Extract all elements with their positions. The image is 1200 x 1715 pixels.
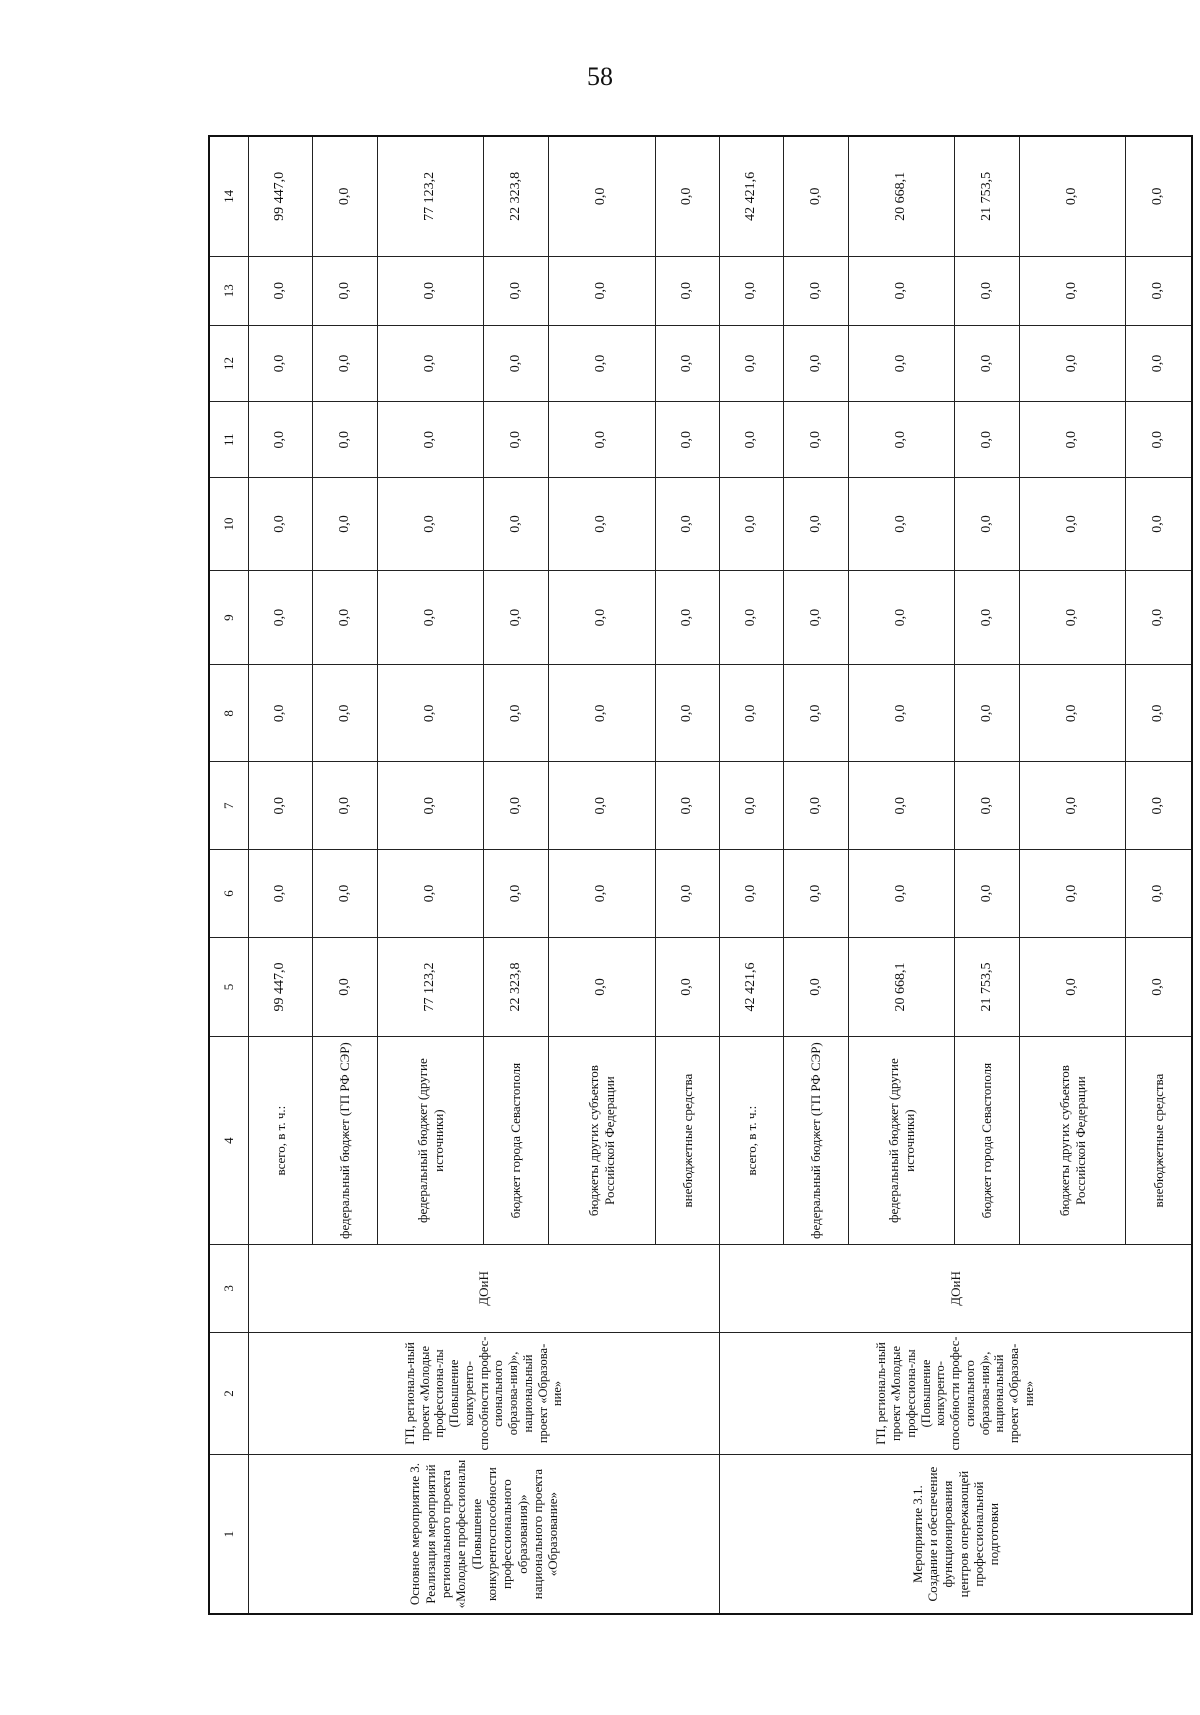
funding-source-cell: федеральный бюджет (ГП РФ СЭР) — [313, 1037, 377, 1245]
value-cell-col-13: 0,0 — [1019, 256, 1126, 325]
value-cell-col-14: 0,0 — [784, 136, 848, 256]
value-cell-col-9: 0,0 — [548, 570, 655, 665]
value-cell-col-8: 0,0 — [1019, 665, 1126, 762]
value-cell-col-7: 0,0 — [377, 762, 484, 850]
value-cell-col-9: 0,0 — [1126, 570, 1192, 665]
value-cell-col-12: 0,0 — [313, 325, 377, 401]
value-cell-col-13: 0,0 — [848, 256, 955, 325]
value-cell-col-14: 77 123,2 — [377, 136, 484, 256]
value-cell-col-5: 21 753,5 — [955, 937, 1019, 1036]
executor-cell: ДОиН — [720, 1245, 1193, 1333]
value-cell-col-6: 0,0 — [720, 850, 784, 938]
value-cell-col-5: 22 323,8 — [484, 937, 548, 1036]
header-cell-1: 1 — [209, 1455, 249, 1614]
funding-source-cell: федеральный бюджет (другие источники) — [377, 1037, 484, 1245]
value-cell-col-13: 0,0 — [313, 256, 377, 325]
header-cell-12: 12 — [209, 325, 249, 401]
value-cell-col-9: 0,0 — [784, 570, 848, 665]
funding-source-cell: федеральный бюджет (другие источники) — [848, 1037, 955, 1245]
header-cell-6: 6 — [209, 850, 249, 938]
value-cell-col-8: 0,0 — [784, 665, 848, 762]
value-cell-col-14: 22 323,8 — [484, 136, 548, 256]
value-cell-col-13: 0,0 — [784, 256, 848, 325]
value-cell-col-11: 0,0 — [655, 402, 719, 478]
value-cell-col-9: 0,0 — [955, 570, 1019, 665]
value-cell-col-7: 0,0 — [655, 762, 719, 850]
value-cell-col-14: 20 668,1 — [848, 136, 955, 256]
value-cell-col-9: 0,0 — [720, 570, 784, 665]
value-cell-col-5: 77 123,2 — [377, 937, 484, 1036]
value-cell-col-5: 0,0 — [548, 937, 655, 1036]
value-cell-col-7: 0,0 — [784, 762, 848, 850]
value-cell-col-11: 0,0 — [784, 402, 848, 478]
value-cell-col-7: 0,0 — [1126, 762, 1192, 850]
funding-source-cell: бюджеты других субъектов Российской Федерации — [548, 1037, 655, 1245]
value-cell-col-10: 0,0 — [313, 478, 377, 570]
funding-source-cell: бюджет города Севастополя — [484, 1037, 548, 1245]
value-cell-col-12: 0,0 — [1019, 325, 1126, 401]
value-cell-col-12: 0,0 — [548, 325, 655, 401]
value-cell-col-14: 0,0 — [1019, 136, 1126, 256]
value-cell-col-6: 0,0 — [313, 850, 377, 938]
value-cell-col-5: 0,0 — [784, 937, 848, 1036]
value-cell-col-12: 0,0 — [955, 325, 1019, 401]
funding-source-cell: внебюджетные средства — [1126, 1037, 1192, 1245]
value-cell-col-11: 0,0 — [1126, 402, 1192, 478]
activity-name-cell: Мероприятие 3.1. Создание и обеспечение функционирования центров опережающей профессиональной подготовки — [720, 1455, 1193, 1614]
header-cell-2: 2 — [209, 1332, 249, 1454]
value-cell-col-11: 0,0 — [1019, 402, 1126, 478]
header-cell-9: 9 — [209, 570, 249, 665]
page-number: 58 — [587, 62, 613, 91]
funding-source-cell: всего, в т. ч.: — [720, 1037, 784, 1245]
value-cell-col-7: 0,0 — [548, 762, 655, 850]
value-cell-col-10: 0,0 — [720, 478, 784, 570]
funding-source-cell: бюджет города Севастополя — [955, 1037, 1019, 1245]
table-row — [249, 136, 313, 1614]
value-cell-col-11: 0,0 — [955, 402, 1019, 478]
value-cell-col-12: 0,0 — [377, 325, 484, 401]
header-cell-11: 11 — [209, 402, 249, 478]
value-cell-col-9: 0,0 — [377, 570, 484, 665]
value-cell-col-11: 0,0 — [249, 402, 313, 478]
value-cell-col-13: 0,0 — [1126, 256, 1192, 325]
value-cell-col-8: 0,0 — [848, 665, 955, 762]
value-cell-col-12: 0,0 — [484, 325, 548, 401]
value-cell-col-9: 0,0 — [655, 570, 719, 665]
value-cell-col-8: 0,0 — [548, 665, 655, 762]
value-cell-col-7: 0,0 — [848, 762, 955, 850]
value-cell-col-5: 99 447,0 — [249, 937, 313, 1036]
value-cell-col-12: 0,0 — [1126, 325, 1192, 401]
value-cell-col-13: 0,0 — [655, 256, 719, 325]
value-cell-col-10: 0,0 — [377, 478, 484, 570]
header-cell-13: 13 — [209, 256, 249, 325]
value-cell-col-5: 0,0 — [1126, 937, 1192, 1036]
value-cell-col-11: 0,0 — [548, 402, 655, 478]
value-cell-col-9: 0,0 — [848, 570, 955, 665]
value-cell-col-7: 0,0 — [1019, 762, 1126, 850]
value-cell-col-10: 0,0 — [848, 478, 955, 570]
value-cell-col-14: 99 447,0 — [249, 136, 313, 256]
value-cell-col-10: 0,0 — [655, 478, 719, 570]
header-row — [209, 136, 249, 1614]
value-cell-col-13: 0,0 — [249, 256, 313, 325]
value-cell-col-10: 0,0 — [249, 478, 313, 570]
value-cell-col-5: 0,0 — [1019, 937, 1126, 1036]
value-cell-col-8: 0,0 — [249, 665, 313, 762]
header-cell-3: 3 — [209, 1245, 249, 1333]
funding-table — [208, 135, 1193, 1615]
value-cell-col-6: 0,0 — [377, 850, 484, 938]
value-cell-col-14: 42 421,6 — [720, 136, 784, 256]
value-cell-col-8: 0,0 — [313, 665, 377, 762]
value-cell-col-6: 0,0 — [955, 850, 1019, 938]
value-cell-col-5: 0,0 — [313, 937, 377, 1036]
table-body — [249, 136, 1193, 1614]
value-cell-col-11: 0,0 — [484, 402, 548, 478]
value-cell-col-6: 0,0 — [848, 850, 955, 938]
value-cell-col-7: 0,0 — [720, 762, 784, 850]
value-cell-col-6: 0,0 — [548, 850, 655, 938]
value-cell-col-6: 0,0 — [784, 850, 848, 938]
value-cell-col-13: 0,0 — [484, 256, 548, 325]
value-cell-col-9: 0,0 — [484, 570, 548, 665]
table-header — [209, 136, 249, 1614]
value-cell-col-10: 0,0 — [1019, 478, 1126, 570]
value-cell-col-8: 0,0 — [655, 665, 719, 762]
value-cell-col-11: 0,0 — [720, 402, 784, 478]
value-cell-col-11: 0,0 — [313, 402, 377, 478]
value-cell-col-11: 0,0 — [848, 402, 955, 478]
executor-cell: ДОиН — [249, 1245, 720, 1333]
table-row — [720, 136, 784, 1614]
program-cell: ГП, региональ-ный проект «Молодые профессиона-лы (Повышение конкуренто-способности профес-сионального образова-ния)», национальный проект «Образова-ние» — [249, 1332, 720, 1454]
value-cell-col-13: 0,0 — [720, 256, 784, 325]
header-cell-7: 7 — [209, 762, 249, 850]
header-cell-4: 4 — [209, 1037, 249, 1245]
header-cell-8: 8 — [209, 665, 249, 762]
value-cell-col-7: 0,0 — [955, 762, 1019, 850]
header-cell-10: 10 — [209, 478, 249, 570]
value-cell-col-9: 0,0 — [313, 570, 377, 665]
value-cell-col-14: 0,0 — [655, 136, 719, 256]
value-cell-col-6: 0,0 — [1019, 850, 1126, 938]
funding-source-cell: федеральный бюджет (ГП РФ СЭР) — [784, 1037, 848, 1245]
value-cell-col-10: 0,0 — [548, 478, 655, 570]
value-cell-col-10: 0,0 — [484, 478, 548, 570]
header-cell-14: 14 — [209, 136, 249, 256]
value-cell-col-14: 0,0 — [313, 136, 377, 256]
value-cell-col-13: 0,0 — [955, 256, 1019, 325]
value-cell-col-10: 0,0 — [955, 478, 1019, 570]
value-cell-col-5: 0,0 — [655, 937, 719, 1036]
funding-source-cell: всего, в т. ч.: — [249, 1037, 313, 1245]
value-cell-col-10: 0,0 — [1126, 478, 1192, 570]
value-cell-col-6: 0,0 — [484, 850, 548, 938]
value-cell-col-14: 0,0 — [548, 136, 655, 256]
value-cell-col-7: 0,0 — [484, 762, 548, 850]
value-cell-col-11: 0,0 — [377, 402, 484, 478]
value-cell-col-7: 0,0 — [313, 762, 377, 850]
value-cell-col-5: 20 668,1 — [848, 937, 955, 1036]
funding-source-cell: внебюджетные средства — [655, 1037, 719, 1245]
value-cell-col-9: 0,0 — [249, 570, 313, 665]
value-cell-col-12: 0,0 — [655, 325, 719, 401]
value-cell-col-12: 0,0 — [249, 325, 313, 401]
value-cell-col-12: 0,0 — [784, 325, 848, 401]
value-cell-col-5: 42 421,6 — [720, 937, 784, 1036]
program-cell: ГП, региональ-ный проект «Молодые профессиона-лы (Повышение конкуренто-способности профес-сионального образова-ния)», национальный проект «Образова-ние» — [720, 1332, 1193, 1454]
header-cell-5: 5 — [209, 937, 249, 1036]
value-cell-col-6: 0,0 — [249, 850, 313, 938]
funding-source-cell: бюджеты других субъектов Российской Федерации — [1019, 1037, 1126, 1245]
value-cell-col-6: 0,0 — [1126, 850, 1192, 938]
value-cell-col-12: 0,0 — [720, 325, 784, 401]
value-cell-col-10: 0,0 — [784, 478, 848, 570]
value-cell-col-14: 0,0 — [1126, 136, 1192, 256]
activity-name-cell: Основное мероприятие 3. Реализация мероприятий регионального проекта «Молодые профессионалы (Повышение конкурентоспособности профессионального образования)» национального проекта «Образование» — [249, 1455, 720, 1614]
value-cell-col-8: 0,0 — [377, 665, 484, 762]
value-cell-col-13: 0,0 — [377, 256, 484, 325]
value-cell-col-9: 0,0 — [1019, 570, 1126, 665]
value-cell-col-14: 21 753,5 — [955, 136, 1019, 256]
value-cell-col-7: 0,0 — [249, 762, 313, 850]
value-cell-col-8: 0,0 — [484, 665, 548, 762]
value-cell-col-8: 0,0 — [955, 665, 1019, 762]
value-cell-col-6: 0,0 — [655, 850, 719, 938]
value-cell-col-12: 0,0 — [848, 325, 955, 401]
value-cell-col-8: 0,0 — [1126, 665, 1192, 762]
value-cell-col-13: 0,0 — [548, 256, 655, 325]
value-cell-col-8: 0,0 — [720, 665, 784, 762]
rotated-table-wrapper — [208, 135, 1193, 1615]
